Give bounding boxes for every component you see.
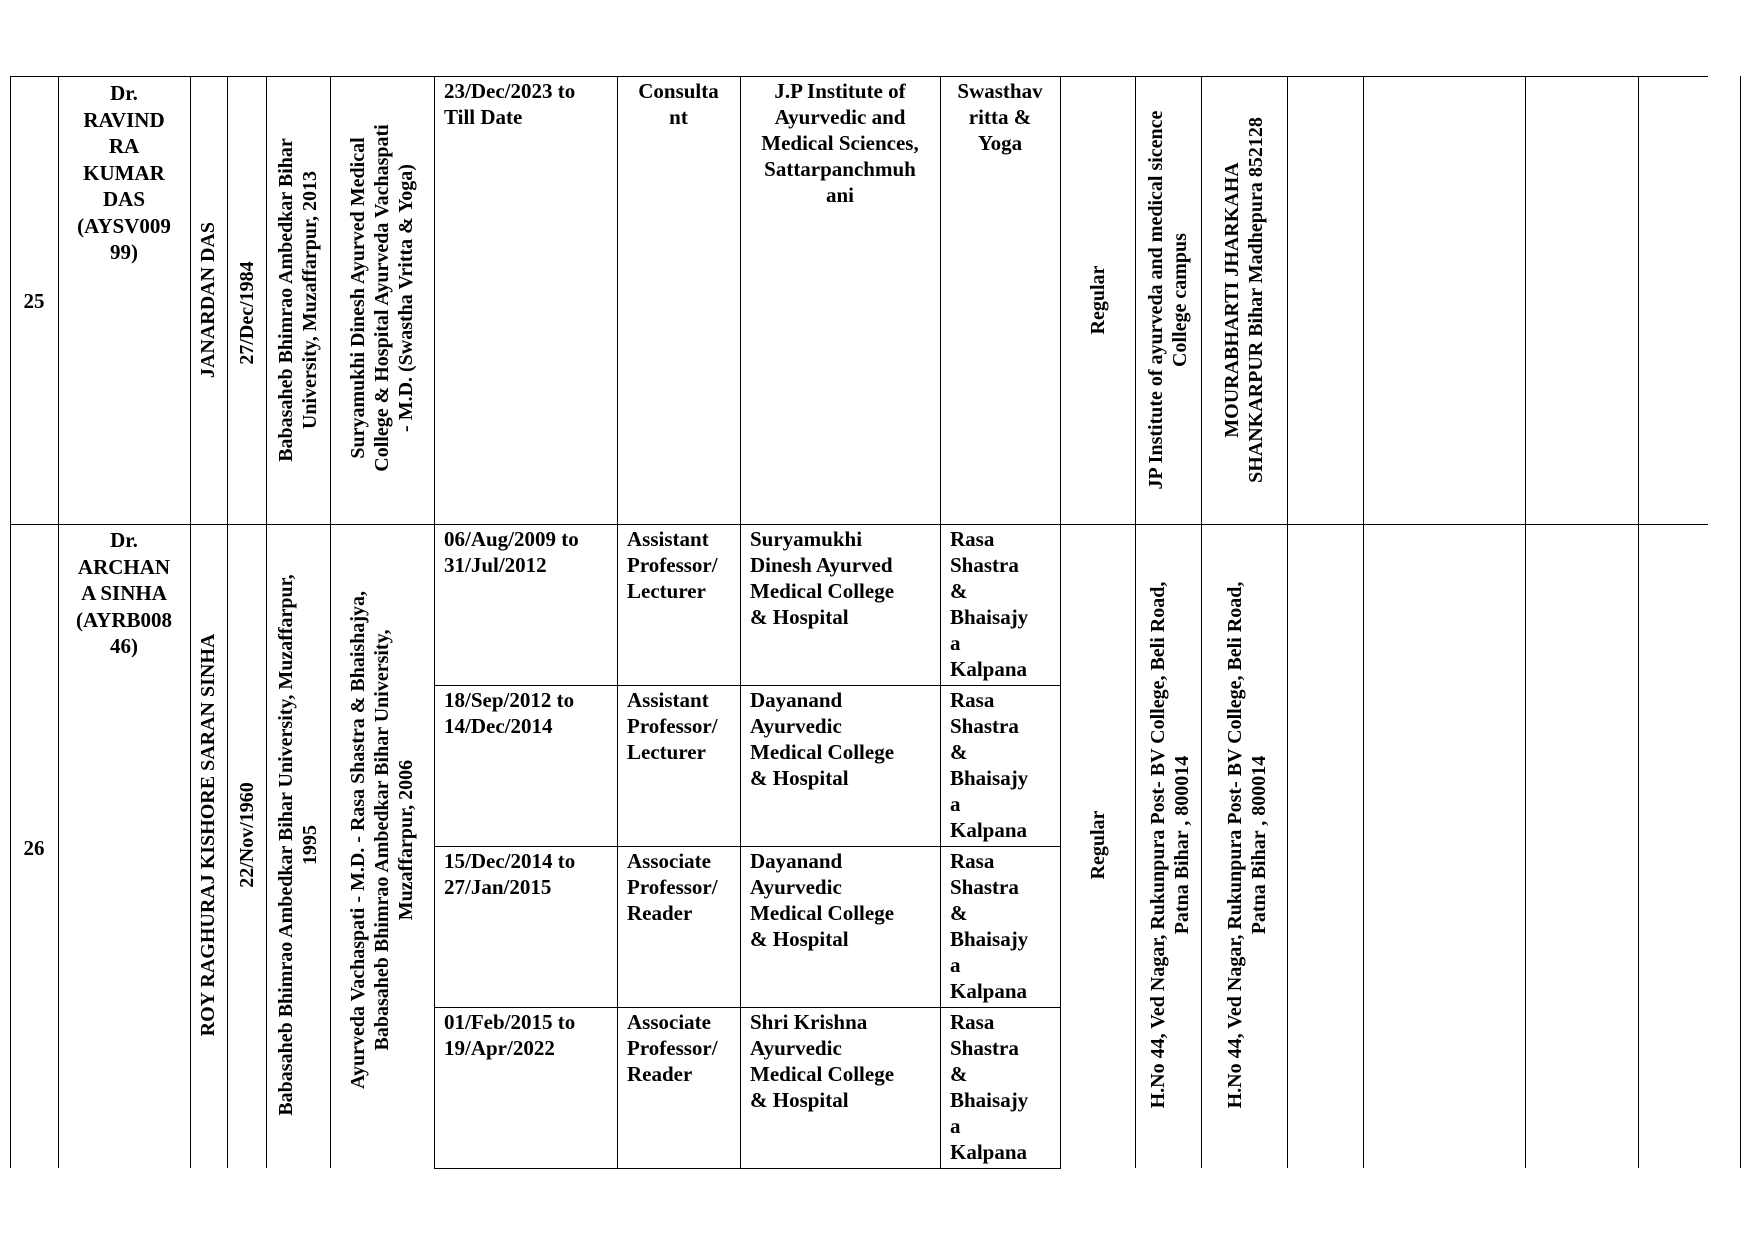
ug-qualification: Babasaheb Bhimrao Ambedkar Bihar University, Muzaffarpur, 2013 <box>275 138 321 462</box>
permanent-address: MOURABHARTI JHARKAHA SHANKARPUR Bihar Madhepura 852128 <box>1221 117 1267 483</box>
college-name: Dayanand Ayurvedic Medical College & Hospital <box>750 849 895 951</box>
college-name: Shri Krishna Ayurvedic Medical College & Hospital <box>750 1010 895 1112</box>
college-name: J.P Institute of Ayurvedic and Medical Sciences, Sattarpanchmuh ani <box>761 79 919 207</box>
experience-period: 18/Sep/2012 to 14/Dec/2014 <box>444 688 575 738</box>
serial-number: 26 <box>23 836 45 860</box>
designation: Assistant Professor/ Lecturer <box>627 527 718 603</box>
pg-qualification: Suryamukhi Dinesh Ayurved Medical College & Hospital Ayurveda Vachaspati - M.D. (Swastha Vritta & Yoga) <box>347 124 417 472</box>
experience-period: 15/Dec/2014 to 27/Jan/2015 <box>444 849 576 899</box>
designation: Associate Professor/ Reader <box>627 1010 718 1086</box>
father-name: JANARDAN DAS <box>197 221 219 379</box>
department: Rasa Shastra & Bhaisajy a Kalpana <box>950 688 1029 842</box>
department: Swasthav ritta & Yoga <box>957 79 1043 155</box>
date-of-birth: 22/Nov/1960 <box>236 782 258 888</box>
present-address: H.No 44, Ved Nagar, Rukunpura Post- BV College, Beli Road, Patna Bihar , 800014 <box>1147 581 1193 1109</box>
department: Rasa Shastra & Bhaisajy a Kalpana <box>950 849 1029 1003</box>
experience-period: 01/Feb/2015 to 19/Apr/2022 <box>444 1010 576 1060</box>
designation: Consulta nt <box>638 79 719 129</box>
appointment-nature: Regular <box>1087 265 1109 335</box>
ug-qualification: Babasaheb Bhimrao Ambedkar Bihar University, Muzaffarpur, 1995 <box>275 574 321 1116</box>
present-address: JP Institute of ayurveda and medical sicence College campus <box>1145 110 1191 490</box>
date-of-birth: 27/Dec/1984 <box>236 261 258 365</box>
pg-qualification: Ayurveda Vachaspati - M.D. - Rasa Shastra & Bhaishajya, Babasaheb Bhimrao Ambedkar Bihar University, Muzaffarpur, 2006 <box>347 590 417 1090</box>
college-name: Suryamukhi Dinesh Ayurved Medical College & Hospital <box>750 527 895 629</box>
faculty-name: Dr. ARCHAN A SINHA (AYRB008 46) <box>75 528 173 658</box>
designation: Associate Professor/ Reader <box>627 849 718 925</box>
permanent-address: H.No 44, Ved Nagar, Rukunpura Post- BV College, Beli Road, Patna Bihar , 800014 <box>1224 581 1270 1109</box>
department: Rasa Shastra & Bhaisajy a Kalpana <box>950 1010 1029 1164</box>
experience-period: 06/Aug/2009 to 31/Jul/2012 <box>444 527 579 577</box>
father-name: ROY RAGHURAJ KISHORE SARAN SINHA <box>197 633 219 1037</box>
department: Rasa Shastra & Bhaisajy a Kalpana <box>950 527 1029 681</box>
experience-period: 23/Dec/2023 to Till Date <box>444 79 576 129</box>
designation: Assistant Professor/ Lecturer <box>627 688 718 764</box>
college-name: Dayanand Ayurvedic Medical College & Hospital <box>750 688 895 790</box>
serial-number: 25 <box>23 289 45 313</box>
appointment-nature: Regular <box>1087 810 1109 880</box>
faculty-name: Dr. RAVIND RA KUMAR DAS (AYSV009 99) <box>77 81 171 264</box>
